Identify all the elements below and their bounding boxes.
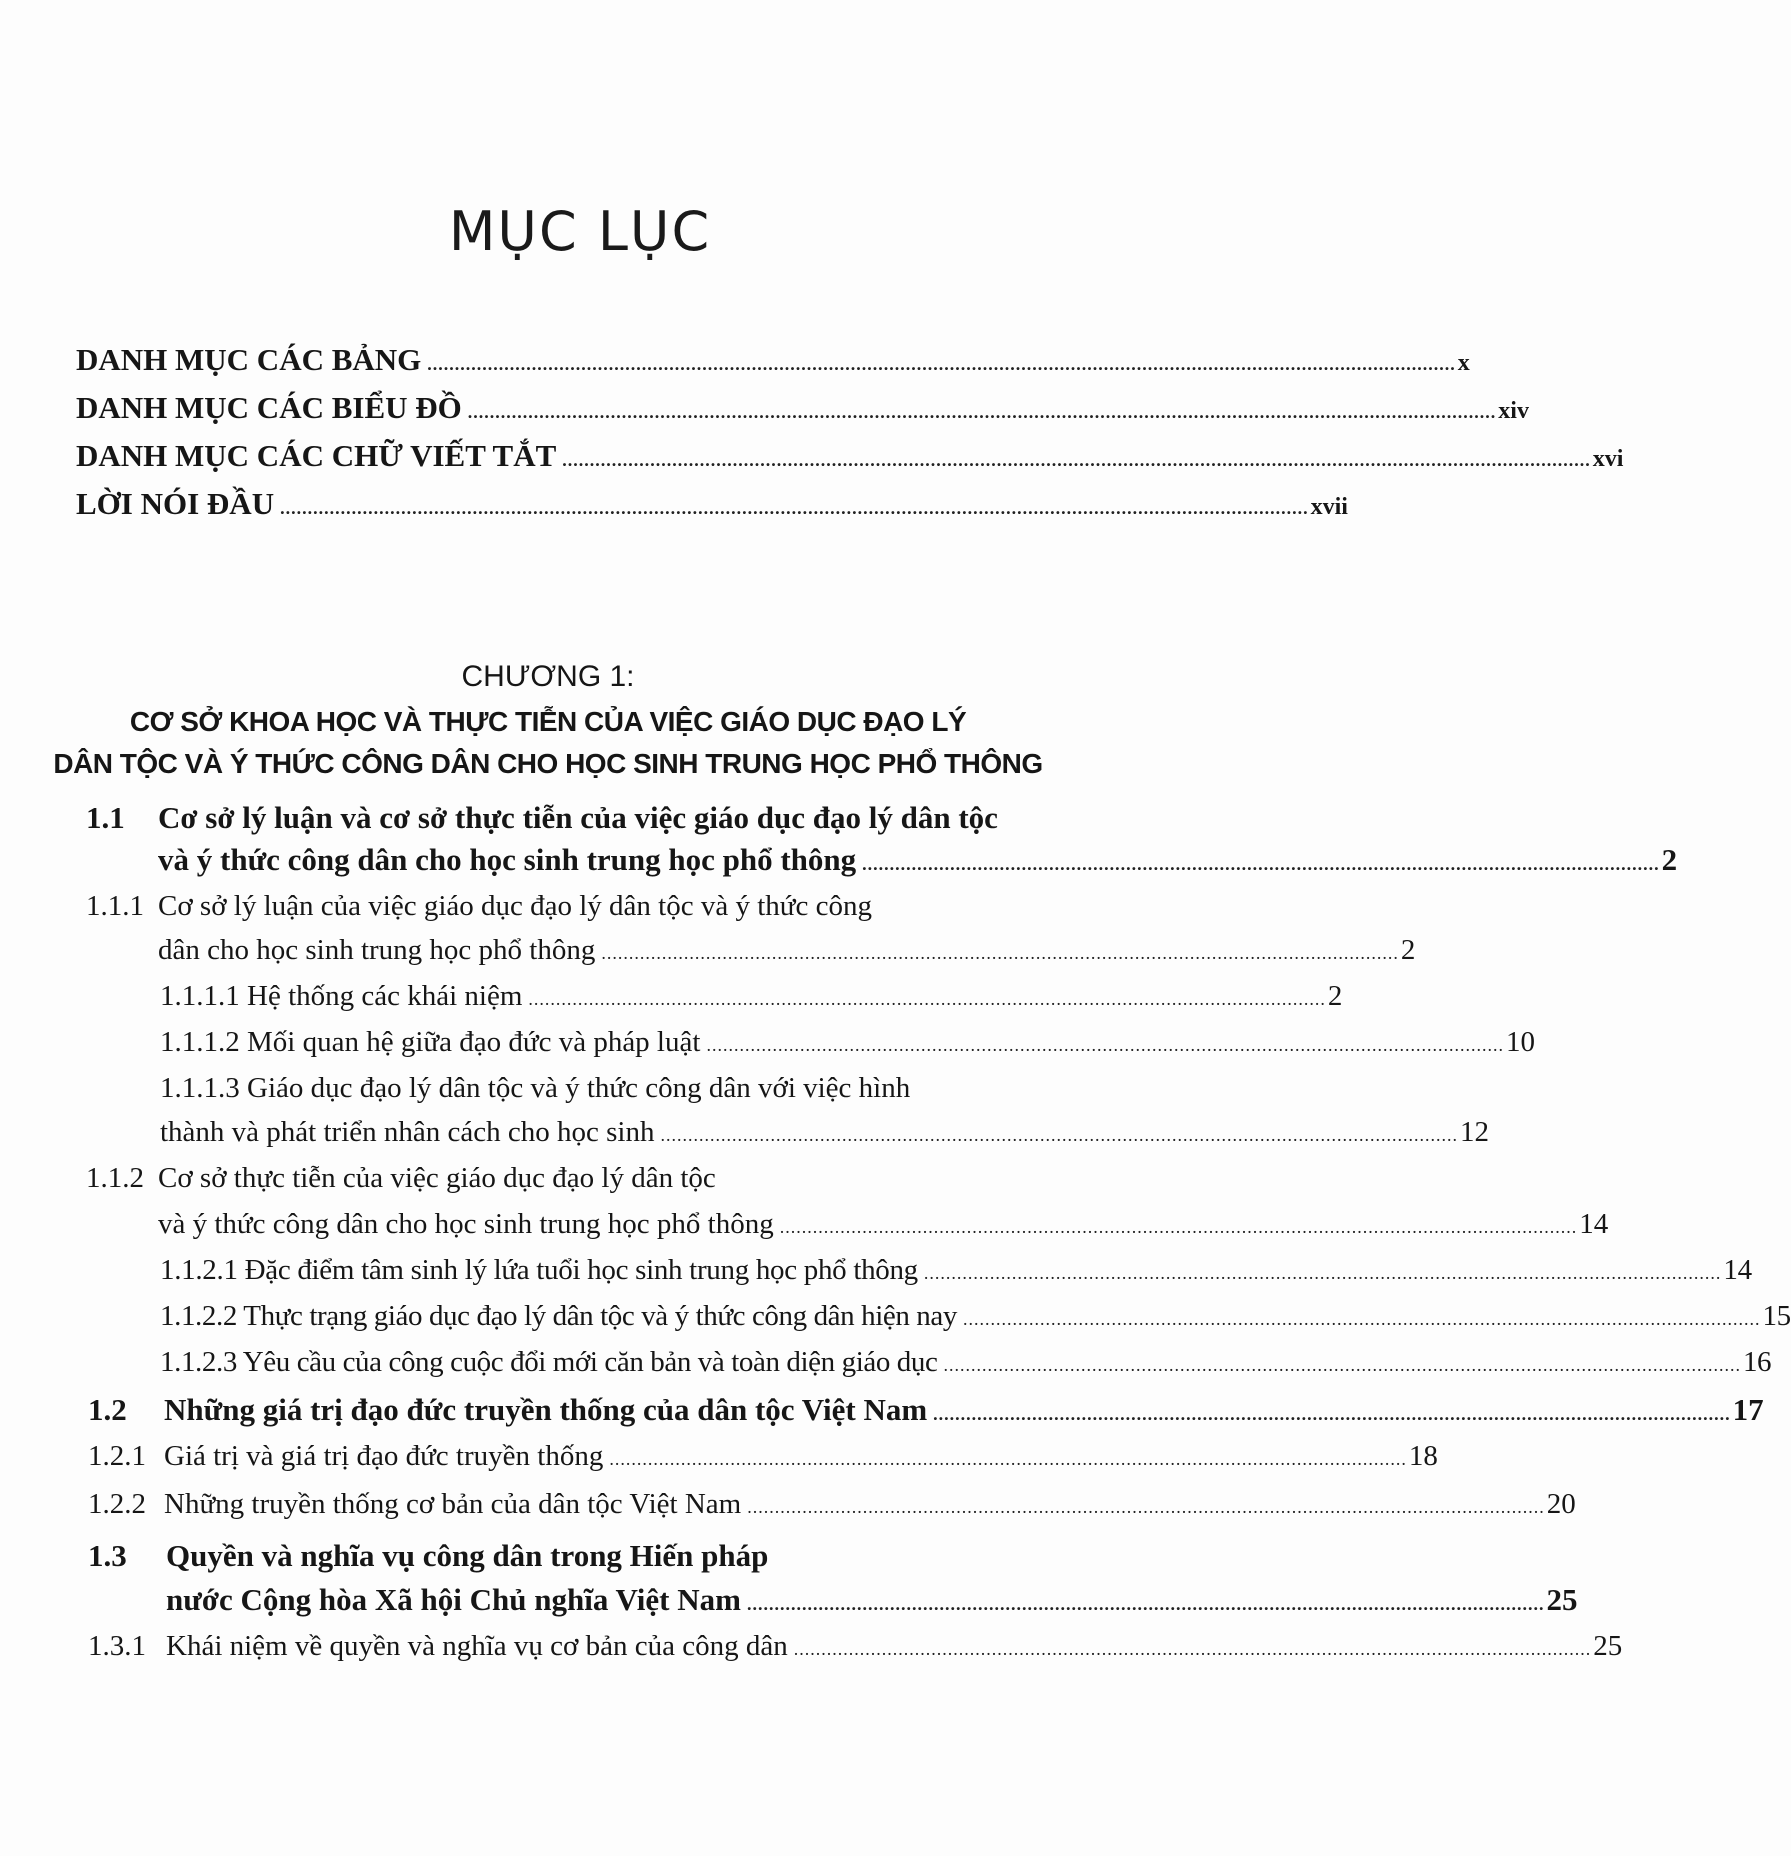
entry-label: DANH MỤC CÁC CHỮ VIẾT TẮT: [76, 438, 557, 473]
page-number: 2: [1327, 980, 1343, 1012]
entry-label: Giá trị và giá trị đạo đức truyền thống: [164, 1440, 604, 1472]
toc-entry-1-3[interactable]: [166, 1582, 1578, 1618]
section-number: 1.1: [86, 800, 125, 835]
toc-entry-preface[interactable]: [76, 486, 1348, 522]
toc-entry-1-1-1-3[interactable]: [160, 1116, 1489, 1149]
page-number: 20: [1546, 1488, 1576, 1520]
page-number: 2: [1661, 842, 1678, 877]
toc-entry-1-1-2-3[interactable]: [160, 1346, 1772, 1379]
toc-entry-1-2[interactable]: [164, 1392, 1764, 1428]
toc-entry-list-of-tables[interactable]: [76, 342, 1470, 378]
page-number: 14: [1579, 1208, 1609, 1240]
leader-dots: ...........................................................................................................................................................................................: [467, 402, 1497, 422]
page-number: 16: [1742, 1346, 1772, 1378]
section-title-line-2: nước Cộng hòa Xã hội Chủ nghĩa Việt Nam: [166, 1582, 741, 1617]
entry-label: 1.1.2.3 Yêu cầu của công cuộc đổi mới căn bản và toàn diện giáo dục: [160, 1346, 938, 1378]
section-title-line-1[interactable]: Cơ sở thực tiễn của việc giáo dục đạo lý dân tộc: [158, 1162, 716, 1194]
entry-label: 1.1.1.1 Hệ thống các khái niệm: [160, 980, 523, 1012]
chapter-label: CHƯƠNG 1:: [461, 660, 635, 693]
page-title: MỤC LỤC: [448, 200, 712, 263]
entry-label: 1.1.1.2 Mối quan hệ giữa đạo đức và pháp luật: [160, 1026, 701, 1058]
section-number: 1.1.1: [86, 890, 144, 922]
toc-entry-1-1-2-2[interactable]: [160, 1300, 1791, 1333]
section-title-line-2: thành và phát triển nhân cách cho học sinh: [160, 1116, 655, 1148]
leader-dots: .................................................................................................................................................: [747, 1497, 1545, 1517]
entry-label: Khái niệm về quyền và nghĩa vụ cơ bản của công dân: [166, 1630, 788, 1662]
section-number: 1.3.1: [88, 1630, 146, 1662]
toc-entry-1-3-1[interactable]: [166, 1630, 1623, 1663]
leader-dots: .................................................................................................................................................: [933, 1404, 1731, 1424]
leader-dots: ...........................................................................................................................................................................................: [562, 450, 1591, 470]
chapter-title-line-2: DÂN TỘC VÀ Ý THỨC CÔNG DÂN CHO HỌC SINH TRUNG HỌC PHỔ THÔNG: [53, 748, 1043, 779]
entry-label: DANH MỤC CÁC BIỂU ĐỒ: [76, 390, 462, 425]
page-number: 14: [1723, 1254, 1752, 1286]
toc-entry-1-1-1-2[interactable]: [160, 1026, 1535, 1059]
leader-dots: .................................................................................................................................................: [923, 1263, 1722, 1283]
section-number: 1.1.2: [86, 1162, 144, 1194]
section-number: 1.2: [88, 1392, 127, 1427]
chapter-title-line-1: CƠ SỞ KHOA HỌC VÀ THỰC TIỄN CỦA VIỆC GIÁO DỤC ĐẠO LÝ: [129, 706, 967, 737]
page-number: 15: [1762, 1300, 1791, 1332]
entry-label: LỜI NÓI ĐẦU: [76, 486, 275, 521]
leader-dots: .................................................................................................................................................: [962, 1309, 1761, 1329]
toc-entry-1-1-2-1[interactable]: [160, 1254, 1752, 1287]
page-number: xvii: [1310, 494, 1348, 520]
leader-dots: ...........................................................................................................................................................................................: [280, 498, 1309, 518]
page-number: 10: [1505, 1026, 1535, 1058]
page-number: xiv: [1498, 398, 1529, 424]
entry-label: 1.1.2.1 Đặc điểm tâm sinh lý lứa tuổi học sinh trung học phổ thông: [160, 1254, 918, 1286]
entry-label: DANH MỤC CÁC BẢNG: [76, 342, 422, 377]
page-number: 17: [1732, 1392, 1764, 1427]
leader-dots: .................................................................................................................................................: [862, 854, 1660, 874]
section-title-line-1[interactable]: 1.1.1.3 Giáo dục đạo lý dân tộc và ý thức công dân với việc hình: [160, 1072, 911, 1104]
entry-label: 1.1.2.2 Thực trạng giáo dục đạo lý dân tộc và ý thức công dân hiện nay: [160, 1300, 957, 1332]
toc-entry-1-2-2[interactable]: [164, 1488, 1576, 1521]
leader-dots: .................................................................................................................................................: [779, 1217, 1578, 1237]
leader-dots: .................................................................................................................................................: [706, 1035, 1504, 1055]
section-title-line-1[interactable]: Cơ sở lý luận và cơ sở thực tiễn của việc giáo dục đạo lý dân tộc: [158, 800, 998, 835]
section-title-line-2: và ý thức công dân cho học sinh trung học phổ thông: [158, 842, 857, 877]
page-number: 25: [1593, 1630, 1623, 1662]
leader-dots: .................................................................................................................................................: [793, 1639, 1592, 1659]
toc-entry-1-1-1[interactable]: [158, 934, 1416, 967]
page-number: x: [1457, 350, 1470, 376]
section-number: 1.3: [88, 1538, 127, 1573]
leader-dots: .................................................................................................................................................: [528, 989, 1326, 1009]
section-title-line-1[interactable]: Quyền và nghĩa vụ công dân trong Hiến pháp: [166, 1538, 769, 1573]
page-number: 12: [1459, 1116, 1489, 1148]
toc-entry-1-2-1[interactable]: [164, 1440, 1438, 1473]
section-title-line-2: dân cho học sinh trung học phổ thông: [158, 934, 596, 966]
page-number: 25: [1546, 1582, 1578, 1617]
toc-entry-1-1-1-1[interactable]: [160, 980, 1343, 1013]
leader-dots: .................................................................................................................................................: [746, 1594, 1545, 1614]
toc-entry-1-1[interactable]: [158, 842, 1678, 878]
toc-entry-1-1-2[interactable]: [158, 1208, 1609, 1241]
section-number: 1.2.2: [88, 1488, 146, 1520]
page-number: xvi: [1592, 446, 1624, 472]
leader-dots: .................................................................................................................................................: [609, 1449, 1407, 1469]
page-number: 18: [1408, 1440, 1438, 1472]
page-number: 2: [1400, 934, 1416, 966]
section-title-line-1[interactable]: Cơ sở lý luận của việc giáo dục đạo lý dân tộc và ý thức công: [158, 890, 872, 922]
leader-dots: ...........................................................................................................................................................................................: [427, 354, 1456, 374]
leader-dots: .................................................................................................................................................: [943, 1355, 1741, 1375]
toc-entry-list-of-charts[interactable]: [76, 390, 1529, 426]
section-title-line-2: và ý thức công dân cho học sinh trung học phổ thông: [158, 1208, 774, 1240]
leader-dots: .................................................................................................................................................: [660, 1125, 1458, 1145]
leader-dots: .................................................................................................................................................: [601, 943, 1399, 963]
section-number: 1.2.1: [88, 1440, 146, 1472]
entry-label: Những truyền thống cơ bản của dân tộc Việt Nam: [164, 1488, 742, 1520]
toc-entry-abbreviations[interactable]: [76, 438, 1624, 474]
entry-label: Những giá trị đạo đức truyền thống của dân tộc Việt Nam: [164, 1392, 928, 1427]
